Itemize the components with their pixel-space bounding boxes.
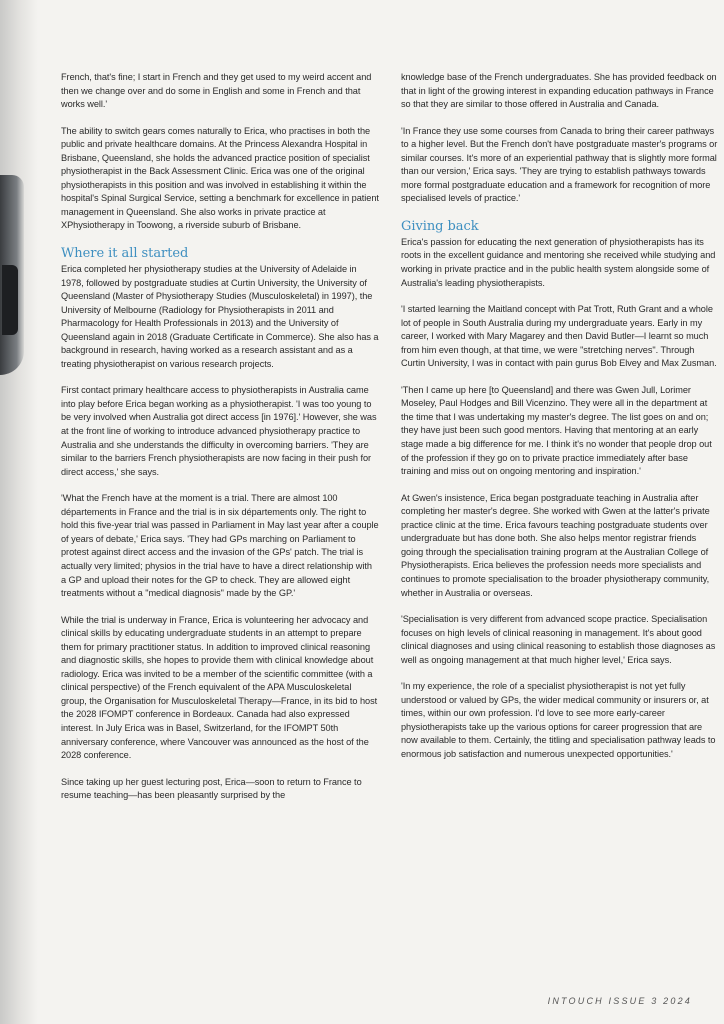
paragraph: 'What the French have at the moment is a trial. There are almost 100 départements in France and the trial is in six départements only. The right to hold this five-year trial was passed in Parliament in May last year after a couple of years of debate,' Erica says. 'They had GPs marching on Parliament to protest against direct access and the invasion of the GPs' patch. The trial is actually very limited; physios in the trial have to have a direct relationship with a GP and upload their notes for the GP to check. They are allowed eight treatments without a "medical diagnosis" made by the GP.' [61,493,379,599]
paragraph: 'I started learning the Maitland concept with Pat Trott, Ruth Grant and a whole lot of people in South Australia during my undergraduate years. Early in my career, I worked with Mary Magarey and then David Butler—I learnt so much from him even though, at that time, we were "stretching nerves". Through Curtin University, I was in contact with pain gurus Bob Elvey and Max Zusman. [401,304,717,369]
paragraph: Since taking up her guest lecturing post, Erica—soon to return to France to resume teaching—has been pleasantly surprised by the [61,776,362,801]
right-column [401,71,719,775]
paragraph: knowledge base of the French undergraduates. She has provided feedback on that in light of the growing interest in expanding education pathways in France so that they are similar to those offered in Australia and Canada. [401,72,717,110]
left-column [61,71,379,816]
tablet-device-edge [0,175,24,375]
section-heading-where-it-all-started: Where it all started [61,246,189,262]
paragraph: 'Specialisation is very different from advanced scope practice. Specialisation focuses on high levels of clinical reasoning in management. It's about good clinical diagnoses and using clinical reasoning to establish those diagnoses as well as ongoing management at that much higher level,' Erica says. [401,614,716,665]
paragraph: 'In France they use some courses from Canada to bring their career pathways to a higher level. But the French don't have postgraduate master's programs or similar courses. It's more of an experiential pathway that is slightly more formal than our version,' Erica says. 'They are trying to establish pathways towards more formal postgraduate education and a framework for recognition of more specialised levels of practice.' [401,125,718,204]
tablet-screen [2,265,18,335]
paragraph: 'In my experience, the role of a specialist physiotherapist is not yet fully understood or valued by GPs, the wider medical community or insurers or, at times, within our own profession. I'd love to see more early-career physiotherapists take up the various options for career progression that are now available to them. Certainly, the titling and specialisation pathway leads to enormous job satisfaction and numerous unexpected opportunities.' [401,681,716,759]
paragraph: 'Then I came up here [to Queensland] and there was Gwen Jull, Lorimer Moseley, Paul Hodges and Bill Vicenzino. They were all in the department at the time that I was undertaking my master's degree. The list goes on and on; they have just been such good mentors. Having that mentoring at an early stage made a big difference for me. I think it's no wonder that people drop out of the profession if they go on to private practice immediately after base training and miss out on ongoing mentoring and inspiration.' [401,384,712,477]
paragraph: The ability to switch gears comes naturally to Erica, who practises in both the public and private healthcare domains. At the Princess Alexandra Hospital in Brisbane, Queensland, she holds the advanced practice position of specialist physiotherapist in the Back Assessment Clinic. Erica was one of the original physiotherapists in this position and was involved in establishing it within the hospital's Spinal Surgical Service, setting a benchmark for excellence in patient management in Queensland. She also works in private practice at XPhysiotherapy in Toowong, a riverside suburb of Brisbane. [61,125,379,231]
section-heading-giving-back: Giving back [401,218,479,234]
paragraph: Erica's passion for educating the next generation of physiotherapists has its roots in the excellent guidance and mentoring she received while studying and working in private practice and in the public health system alongside some of Australia's leading physiotherapists. [401,236,716,288]
paragraph: At Gwen's insistence, Erica began postgraduate teaching in Australia after completing her master's degree. She worked with Gwen at the latter's private practice clinic at the time. Erica favours teaching postgraduate students over undergraduate but has done both. She also helps mentor registrar friends going through the specialisation training program at the Australian College of Physiotherapists. Erica believes the profession needs more specialists and continues to promote specialisation to the broader physiotherapy community, whether in Australia or overseas. [401,492,710,598]
paragraph: French, that's fine; I start in French and they get used to my weird accent and then we change over and do some in English and some in French and that works well.' [61,72,372,110]
paragraph: While the trial is underway in France, Erica is volunteering her advocacy and clinical skills by educating undergraduate students in an attempt to prepare them for primary practitioner status. In addition to improved clinical reasoning and diagnostic skills, she hopes to provide them with clinical knowledge about radiology. Erica was invited to be a member of the scientific committee (with a clinical perspective) of the French equivalent of the APA Musculoskeletal group, the Organisation for Musculoskeletal Therapy—France, in its bid to host the 2028 IFOMPT conference in Bordeaux. Canada had also expressed interest. In July Erica was in Basel, Switzerland, for the IFOMPT 50th anniversary conference, where Vancouver was announced as the host of the 2028 conference. [61,614,378,761]
paragraph: Erica completed her physiotherapy studies at the University of Adelaide in 1978, followed by postgraduate studies at Curtin University, the University of Queensland (Master of Physiotherapy Studies (Musculoskeletal) in 1997), the University of Melbourne (Radiology for Physiotherapists in 2011 and Pharmacology for Health Professionals in 2013) and the University of Queensland again in 2018 (Graduate Certificate in Commerce). She also has a background in research, having worked as a research assistant and as a treating physiotherapist on various research projects. [61,264,379,369]
page-footer: INTOUCH ISSUE 3 2024 [547,996,692,1006]
paragraph: First contact primary healthcare access to physiotherapists in Australia came into play before Erica began working as a physiotherapist. 'I was too young to be very involved when Australia got direct access [in 1976].' However, she was at the front line of working to introduce advanced physiotherapy practice to Australia and she understands the difficulty in overcoming barriers. 'They are similar to the barriers French physiotherapists are now facing in their push for direct access,' she says. [61,385,377,477]
page-binding-shadow [0,0,38,1024]
